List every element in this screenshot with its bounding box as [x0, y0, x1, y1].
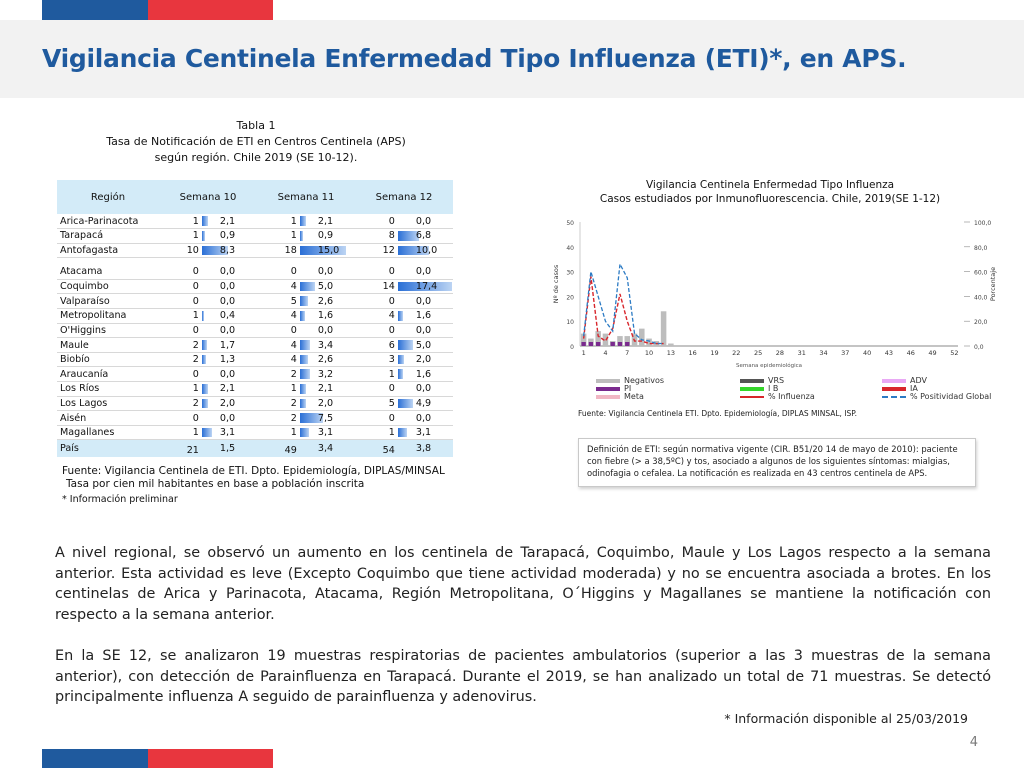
bar-negativos [668, 344, 674, 346]
rate-cell [300, 279, 355, 294]
legend-pct-global [882, 392, 991, 401]
rate-cell [202, 294, 257, 309]
rate-value: 2,6 [317, 354, 334, 366]
case-count: 0 [159, 294, 202, 309]
table-gap [57, 258, 453, 265]
x-tick-label: 46 [906, 349, 915, 357]
rate-bar [300, 369, 310, 379]
rate-cell [398, 294, 453, 309]
region-name: Magallanes [57, 425, 159, 440]
x-tick-label: 37 [841, 349, 850, 357]
legend-pct-influenza [740, 392, 815, 401]
bar-negativos [639, 329, 645, 346]
x-tick-label: 1 [581, 349, 586, 357]
rate-cell [202, 382, 257, 397]
bottom-stripe-red [148, 749, 273, 768]
rate-cell [300, 440, 355, 457]
region-name: Atacama [57, 265, 159, 280]
region-name: Aisén [57, 411, 159, 426]
rate-cell [202, 352, 257, 367]
rate-cell [202, 425, 257, 440]
legend-label: VRS [768, 376, 785, 385]
x-tick-label: 13 [666, 349, 676, 357]
rate-value: 0,0 [415, 412, 432, 424]
rate-cell [202, 323, 257, 338]
table-row [57, 338, 453, 353]
paragraph-regional: A nivel regional, se observó un aumento en los centinela de Tarapacá, Coquimbo, Maule y Los Lagos respecto a la semana anterior. Esta actividad es leve (Excepto Coquimbo que tiene actividad moderada) y no se encuentra asociada a brotes. En los centinelas de Arica y Parinacota, Atacama, Región Metropolitana, O´Higgins y Magallanes se mantiene la notificación con respecto a la semana anterior. [55, 545, 991, 623]
table-row [57, 229, 453, 244]
rate-value: 1,6 [415, 368, 432, 380]
case-count: 2 [257, 367, 300, 382]
rate-cell [300, 214, 355, 229]
region-name: O'Higgins [57, 323, 159, 338]
rate-cell [300, 396, 355, 411]
rate-cell [202, 440, 257, 457]
x-axis-label: Semana epidemiológica [735, 363, 803, 369]
header-region: Región [57, 180, 159, 214]
rate-value: 0,0 [317, 324, 334, 336]
case-count: 0 [257, 323, 300, 338]
bar-positive [618, 342, 622, 346]
table-source: Fuente: Vigilancia Centinela de ETI. Dpto. Epidemiología, DIPLAS/MINSAL [62, 465, 445, 477]
rate-cell [300, 229, 355, 244]
table-row [57, 294, 453, 309]
rate-cell [300, 323, 355, 338]
table-row [57, 367, 453, 382]
case-count: 0 [257, 265, 300, 280]
bar-negativos [661, 311, 667, 346]
rate-cell [202, 396, 257, 411]
y-tick-label: 20 [566, 294, 574, 302]
rate-value: 2,1 [219, 383, 236, 395]
bar-positive [596, 342, 600, 346]
rate-value: 0,0 [415, 295, 432, 307]
x-tick-label: 43 [884, 349, 894, 357]
rate-cell [202, 367, 257, 382]
x-tick-label: 28 [775, 349, 785, 357]
header-week12: Semana 12 [355, 180, 453, 214]
top-stripe-blue [42, 0, 148, 20]
rate-cell [398, 243, 453, 258]
rate-cell [300, 411, 355, 426]
y2-tick-label: 100,0 [974, 220, 992, 227]
rate-value: 3,2 [317, 368, 334, 380]
case-count: 6 [355, 338, 398, 353]
rate-value: 3,4 [317, 339, 334, 351]
page-number: 4 [969, 735, 978, 750]
rate-value: 3,8 [415, 443, 432, 455]
rate-bar [300, 399, 306, 409]
legend-label: Negativos [624, 376, 665, 385]
case-count: 2 [159, 396, 202, 411]
header-week11: Semana 11 [257, 180, 355, 214]
rate-cell [398, 425, 453, 440]
case-count: 0 [355, 265, 398, 280]
x-tick-label: 40 [862, 349, 872, 357]
legend-label: I B [768, 384, 779, 393]
rate-value: 1,3 [219, 354, 236, 366]
case-count: 1 [257, 382, 300, 397]
table-row-total [57, 440, 453, 457]
y-axis-label: Nº de casos [552, 264, 560, 304]
case-count: 1 [257, 214, 300, 229]
paragraph-samples: En la SE 12, se analizaron 19 muestras respiratorias de pacientes ambulatorios (superior a las 3 muestras de la semana anterior), con detección de Parainfluenza en Tarapacá. Durante el 2019, se han analizado un total de 71 muestras. Se detectó principalmente influenza A seguido de parainfluenza y adenovirus. [55, 648, 991, 705]
chart-title-line1: Vigilancia Centinela Enfermedad Tipo Influenza [645, 179, 895, 191]
case-count: 4 [257, 352, 300, 367]
legend-label: IA [910, 384, 918, 393]
region-name: Tarapacá [57, 229, 159, 244]
case-count: 1 [159, 214, 202, 229]
case-count: 5 [355, 396, 398, 411]
rate-value: 1,7 [219, 339, 236, 351]
case-count: 0 [355, 294, 398, 309]
y-tick-label: 10 [566, 319, 574, 327]
influenza-chart [548, 208, 998, 374]
table-caption-line2: Tasa de Notificación de ETI en Centros Centinela (APS) [106, 135, 406, 148]
rate-bar [202, 311, 204, 321]
rate-cell [398, 265, 453, 280]
rate-bar [300, 231, 303, 241]
rate-bar [202, 384, 209, 394]
table-row [57, 309, 453, 324]
rate-cell [202, 338, 257, 353]
rate-value: 3,1 [415, 427, 432, 439]
rate-bar [398, 399, 413, 409]
bottom-stripe-blue [42, 749, 148, 768]
rate-value: 1,6 [415, 310, 432, 322]
rate-value: 0,0 [219, 295, 236, 307]
case-count: 2 [159, 352, 202, 367]
x-tick-label: 4 [603, 349, 608, 357]
rate-bar [300, 340, 311, 350]
case-count: 2 [257, 396, 300, 411]
table-row [57, 425, 453, 440]
x-tick-label: 31 [797, 349, 806, 357]
rate-value: 3,1 [317, 427, 334, 439]
x-tick-label: 7 [625, 349, 630, 357]
rate-bar [398, 311, 403, 321]
case-count: 0 [159, 265, 202, 280]
x-tick-label: 49 [928, 349, 937, 357]
case-count: 3 [355, 352, 398, 367]
table-row [57, 382, 453, 397]
case-count: 0 [355, 323, 398, 338]
table-row [57, 265, 453, 280]
case-count: 54 [355, 440, 398, 457]
case-count: 49 [257, 440, 300, 457]
rate-bar [398, 340, 414, 350]
x-tick-label: 34 [819, 349, 828, 357]
rate-cell [300, 338, 355, 353]
bar-positive [589, 342, 593, 346]
rate-value: 2,1 [317, 215, 334, 227]
rate-value: 0,0 [219, 281, 236, 293]
rate-cell [398, 323, 453, 338]
case-count: 10 [159, 243, 202, 258]
case-count: 4 [355, 309, 398, 324]
chart-title-line2: Casos estudiados por Inmunofluorescencia. Chile, 2019(SE 1-12) [599, 193, 941, 205]
table-gap-cell [57, 258, 453, 265]
rate-bar [300, 355, 308, 365]
rate-cell [398, 396, 453, 411]
rate-value: 3,4 [317, 443, 334, 455]
case-count: 8 [355, 229, 398, 244]
availability-note: * Información disponible al 25/03/2019 [724, 711, 968, 726]
rate-value: 2,1 [219, 215, 236, 227]
rate-value: 1,6 [317, 310, 334, 322]
rate-cell [300, 382, 355, 397]
rate-bar [300, 384, 307, 394]
rate-value: 4,9 [415, 397, 432, 409]
chart-source: Fuente: Vigilancia Centinela ETI. Dpto. Epidemiología, DIPLAS MINSAL, ISP. [578, 409, 858, 418]
case-count: 0 [159, 279, 202, 294]
rate-cell [398, 352, 453, 367]
rate-cell [398, 309, 453, 324]
rate-value: 2,0 [219, 397, 236, 409]
y-tick-label: 0 [570, 344, 574, 351]
rate-value: 1,5 [219, 443, 236, 455]
region-name: Metropolitana [57, 309, 159, 324]
table-caption-line1: Tabla 1 [236, 119, 276, 132]
y2-tick-label: 0,0 [974, 344, 984, 351]
y2-axis-label: Porcentaje [989, 266, 997, 302]
rate-value: 5,0 [317, 281, 334, 293]
bar-positive [625, 342, 629, 346]
table-row [57, 243, 453, 258]
rate-value: 0,0 [219, 368, 236, 380]
rate-cell [398, 338, 453, 353]
x-tick-label: 25 [753, 349, 763, 357]
y2-tick-label: 20,0 [974, 319, 988, 327]
rate-cell [398, 382, 453, 397]
x-tick-label: 22 [732, 349, 741, 357]
legend-label: % Influenza [768, 392, 815, 401]
rate-bar [300, 282, 316, 292]
case-count: 12 [355, 243, 398, 258]
rate-cell [398, 440, 453, 457]
case-count: 1 [257, 229, 300, 244]
rate-value: 6,8 [415, 230, 432, 242]
rate-value: 0,0 [415, 324, 432, 336]
rate-value: 2,0 [317, 397, 334, 409]
table-note-rate: Tasa por cien mil habitantes en base a población inscrita [66, 478, 365, 490]
region-name: Antofagasta [57, 243, 159, 258]
case-count: 1 [159, 425, 202, 440]
header-week10: Semana 10 [159, 180, 257, 214]
x-tick-label: 16 [688, 349, 697, 357]
rate-value: 0,0 [415, 383, 432, 395]
region-name: Los Lagos [57, 396, 159, 411]
page-title: Vigilancia Centinela Enfermedad Tipo Influenza (ETI)*, en APS. [42, 44, 907, 73]
case-count: 14 [355, 279, 398, 294]
table-row [57, 279, 453, 294]
rate-bar [202, 428, 212, 438]
rate-value: 0,9 [219, 230, 236, 242]
legend-label: PI [624, 384, 632, 393]
case-count: 21 [159, 440, 202, 457]
rate-value: 2,0 [415, 354, 432, 366]
region-name: Araucanía [57, 367, 159, 382]
rate-value: 2,1 [317, 383, 334, 395]
rate-bar [202, 355, 206, 365]
table-header-row [57, 180, 453, 214]
rate-value: 0,0 [317, 266, 334, 278]
eti-rate-table [57, 180, 453, 457]
rate-cell [300, 425, 355, 440]
region-name: Maule [57, 338, 159, 353]
region-name: País [57, 440, 159, 457]
rate-cell [300, 265, 355, 280]
case-count: 4 [257, 279, 300, 294]
case-count: 18 [257, 243, 300, 258]
legend-label: Meta [624, 392, 644, 401]
case-count: 0 [159, 323, 202, 338]
case-count: 0 [159, 367, 202, 382]
rate-bar [300, 311, 305, 321]
rate-value: 0,0 [415, 266, 432, 278]
rate-value: 8,3 [219, 244, 236, 256]
case-count: 2 [257, 411, 300, 426]
case-count: 1 [257, 425, 300, 440]
rate-cell [398, 411, 453, 426]
rate-bar [398, 428, 408, 438]
table-row [57, 352, 453, 367]
rate-bar [202, 340, 207, 350]
y2-tick-label: 80,0 [974, 244, 988, 252]
case-count: 0 [355, 382, 398, 397]
case-count: 5 [257, 294, 300, 309]
rate-value: 0,0 [219, 412, 236, 424]
case-count: 0 [159, 411, 202, 426]
rate-cell [398, 279, 453, 294]
rate-value: 0,0 [219, 266, 236, 278]
rate-cell [300, 309, 355, 324]
rate-cell [202, 214, 257, 229]
rate-value: 0,0 [415, 215, 432, 227]
y-tick-label: 40 [566, 244, 574, 252]
rate-value: 3,1 [219, 427, 236, 439]
rate-value: 17,4 [415, 281, 438, 293]
rate-value: 15,0 [317, 244, 340, 256]
legend-label: % Positividad Global [910, 392, 992, 401]
case-count: 4 [257, 309, 300, 324]
case-count: 4 [257, 338, 300, 353]
rate-cell [202, 229, 257, 244]
rate-bar [398, 355, 404, 365]
rate-cell [398, 214, 453, 229]
case-count: 1 [355, 425, 398, 440]
rate-value: 0,9 [317, 230, 334, 242]
case-count: 2 [159, 338, 202, 353]
x-tick-label: 10 [644, 349, 654, 357]
rate-value: 2,6 [317, 295, 334, 307]
bar-positive [611, 342, 615, 346]
rate-cell [202, 265, 257, 280]
case-count: 1 [159, 229, 202, 244]
rate-bar [202, 231, 205, 241]
rate-bar [202, 399, 208, 409]
rate-cell [398, 367, 453, 382]
table-row [57, 323, 453, 338]
x-tick-label: 19 [710, 349, 719, 357]
y-tick-label: 30 [566, 269, 574, 277]
table-row [57, 411, 453, 426]
x-tick-label: 52 [950, 349, 959, 357]
table-row [57, 396, 453, 411]
case-count: 1 [355, 367, 398, 382]
rate-value: 0,4 [219, 310, 236, 322]
case-count: 0 [355, 411, 398, 426]
legend-label: ADV [910, 376, 927, 385]
y-tick-label: 50 [566, 220, 574, 227]
rate-bar [398, 369, 403, 379]
rate-cell [300, 367, 355, 382]
rate-bar [300, 216, 307, 226]
region-name: Arica-Parinacota [57, 214, 159, 229]
case-count: 1 [159, 309, 202, 324]
region-name: Coquimbo [57, 279, 159, 294]
rate-value: 0,0 [219, 324, 236, 336]
region-name: Valparaíso [57, 294, 159, 309]
bar-positive [581, 342, 585, 346]
rate-cell [300, 243, 355, 258]
rate-bar [300, 428, 310, 438]
table-row [57, 214, 453, 229]
rate-cell [202, 309, 257, 324]
region-name: Los Ríos [57, 382, 159, 397]
table-note-preliminary: * Información preliminar [62, 494, 178, 505]
y2-tick-label: 60,0 [974, 269, 988, 277]
rate-bar [300, 296, 308, 306]
y2-tick-label: 40,0 [974, 294, 988, 302]
case-count: 0 [355, 214, 398, 229]
rate-cell [300, 352, 355, 367]
rate-value: 10,0 [415, 244, 438, 256]
rate-value: 7,5 [317, 412, 334, 424]
rate-cell [202, 279, 257, 294]
region-name: Biobío [57, 352, 159, 367]
legend-meta [596, 392, 644, 401]
rate-cell [300, 294, 355, 309]
case-count: 1 [159, 382, 202, 397]
rate-cell [202, 411, 257, 426]
rate-cell [202, 243, 257, 258]
rate-value: 5,0 [415, 339, 432, 351]
table-caption-line3: según región. Chile 2019 (SE 10-12). [154, 151, 358, 164]
rate-bar [202, 216, 209, 226]
eti-definition-box: Definición de ETI: según normativa vigente (CIR. B51/20 14 de mayo de 2010): paciente con fiebre (> a 38,5ºC) y tos, asociado a algunos de los siguientes síntomas: mialgias, odinofagia o cefalea. La notificación es realizada en 43 centros centinela de APS. [578, 438, 976, 487]
rate-cell [398, 229, 453, 244]
top-stripe-red [148, 0, 273, 20]
